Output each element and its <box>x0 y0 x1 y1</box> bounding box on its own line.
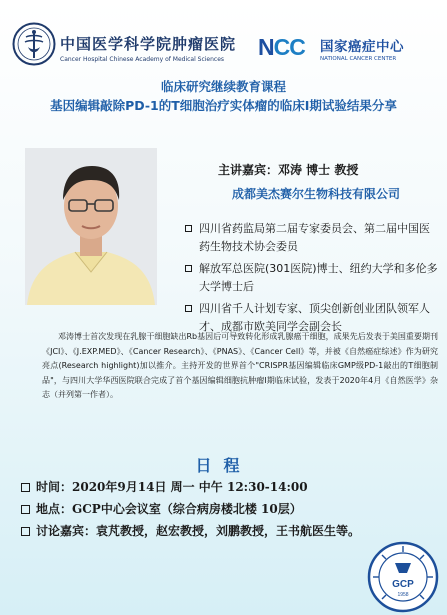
square-bullet-icon <box>185 265 192 272</box>
speaker-company: 成都美杰赛尔生物科技有限公司 <box>232 187 401 201</box>
bio-item-text: 四川省药监局第二届专家委员会、第二届中国医药生物技术协会委员 <box>199 222 430 253</box>
speaker-description: 邓涛博士首次发现在乳腺干细胞缺出Rb基因后可导致转化形成乳腺癌干细胞，成果先后发表于美国重要期刊《JCI》、《J.EXP.MED》、《Cancer Research》、《PNAS》、《Cancer Cell》等，并被《自然癌症综述》作为研究亮点(Research highlight)加以推介。主持开发的世界首个"CRISPR基因编辑临床GMP级PD-1敲出的T细胞制品"，与四川大学华西医院联合完成了首个基因编辑细胞抗肿瘤I期临床试验，发表于2020年4月《自然医学》杂志（并列第一作者）。 <box>42 332 438 399</box>
bio-item-text: 解放军总医院(301医院)博士、纽约大学和多伦多大学博士后 <box>199 262 438 293</box>
speaker-photo <box>25 148 157 305</box>
schedule-time-text: 时间：2020年9月14日 周一 中午 12:30-14:00 <box>36 480 308 494</box>
schedule-time <box>21 478 308 495</box>
cams-name-en: Cancer Hospital Chinese Academy of Medical Sciences <box>60 56 225 63</box>
seal-center-text: GCP <box>392 579 414 590</box>
cams-name-cn: 中国医学科学院肿瘤医院 <box>60 35 237 53</box>
ncc-logo <box>258 34 305 61</box>
schedule-title: 日程 <box>195 456 252 475</box>
square-bullet-icon <box>21 505 30 514</box>
ncc-name-cn: 国家癌症中心 <box>320 39 404 55</box>
lecture-title: 基因编辑敲除PD-1的T细胞治疗实体瘤的临床I期试验结果分享 <box>50 98 397 113</box>
bio-item <box>183 260 438 296</box>
speaker-bio-list <box>183 220 438 340</box>
schedule-place <box>21 500 302 517</box>
bio-item-text: 四川省千人计划专家、顶尖创新创业团队领军人才、成都市欧美同学会副会长 <box>199 302 430 333</box>
bio-item <box>183 220 438 256</box>
schedule-guests <box>21 522 360 539</box>
square-bullet-icon <box>21 483 30 492</box>
square-bullet-icon <box>21 527 30 536</box>
square-bullet-icon <box>185 305 192 312</box>
cams-name <box>60 33 236 63</box>
ncc-name <box>320 35 404 62</box>
ncc-name-en: NATIONAL CANCER CENTER <box>320 56 397 62</box>
ncc-logo-n: N <box>258 34 274 60</box>
seal-year-text: 1958 <box>397 592 409 598</box>
speaker-portrait-icon <box>25 148 157 305</box>
square-bullet-icon <box>185 225 192 232</box>
speaker-name: 主讲嘉宾：邓涛 博士 教授 <box>218 163 359 177</box>
cams-logo-icon <box>12 22 56 66</box>
schedule-place-text: 地点：GCP中心会议室（综合病房楼北楼 10层） <box>36 502 302 516</box>
gcp-seal-icon <box>367 541 439 613</box>
ncc-logo-cc: CC <box>273 34 305 60</box>
schedule-guests-text: 讨论嘉宾：袁芃教授，赵宏教授，刘鹏教授，王书航医生等。 <box>36 524 361 538</box>
course-title: 临床研究继续教育课程 <box>160 79 286 94</box>
header <box>0 0 447 72</box>
